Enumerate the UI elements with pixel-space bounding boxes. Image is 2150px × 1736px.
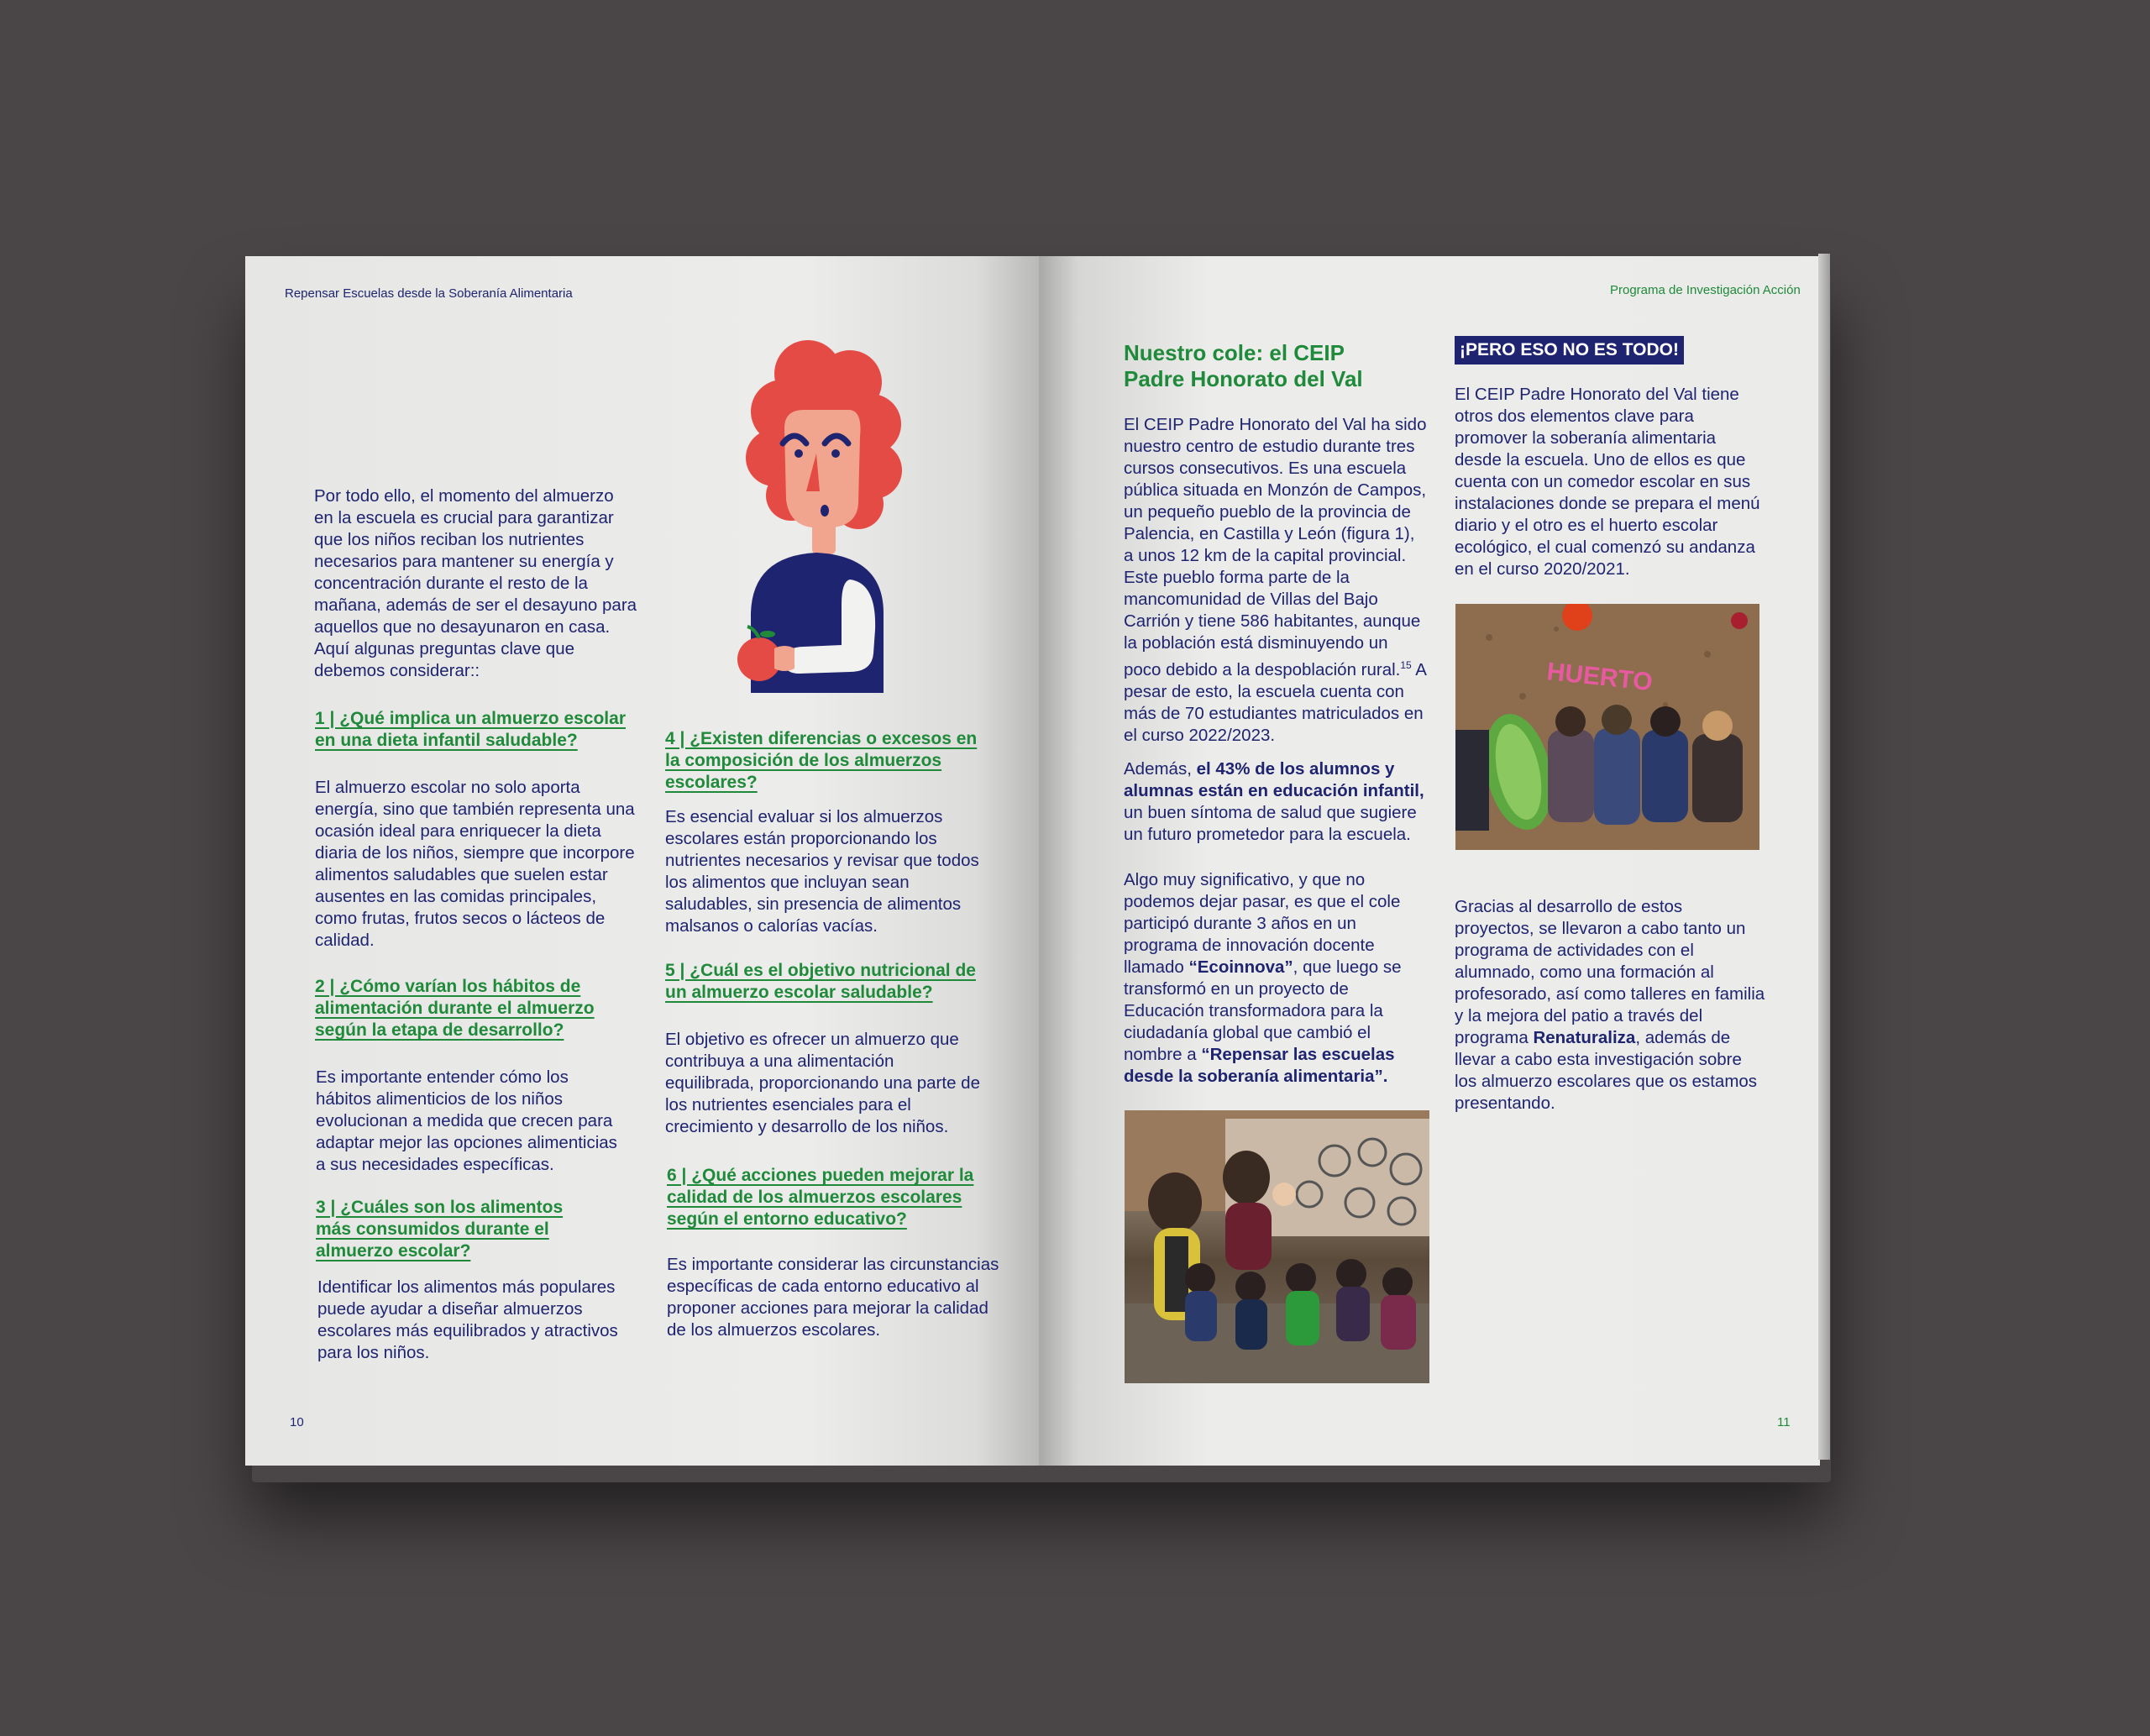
infant-percentage-paragraph [1124,758,1428,846]
answer-5: El objetivo es ofrecer un almuerzo que contribuya a una alimentación equilibrada, proporcionando una parte de los nutrientes esenciales para el crecimiento y desarrollo de los niños. [665,1030,980,1136]
intro-paragraph: Por todo ello, el momento del almuerzo en la escuela es crucial para garantizar que los niños reciban los nutrientes necesarios para mantener su energía y concentración durante el resto de la mañana, además de ser el desayuno para aquellos que no desayunaron en casa. Aquí algunas preguntas clave que debemos considerar:: [314,486,637,680]
section-heading [1124,340,1443,392]
photo-children-wall-drawing [1125,1110,1429,1383]
renaturaliza-name: Renaturaliza [1533,1028,1636,1047]
answer-2: Es importante entender cómo los hábitos alimenticios de los niños evolucionan a medida que crecen para adaptar mejor las opciones alimenticias a sus necesidades específicas. [316,1067,617,1174]
section-heading-line-1: Nuestro cole: el CEIP [1124,340,1345,365]
question-2-text: 2 | ¿Cómo varían los hábitos de alimentación durante el almuerzo según la etapa de desarrollo? [315,977,595,1040]
p3-start: Algo muy significativo, y que no podemos dejar pasar, es que el cole participó durante 3 años en un programa de innovación docente llamado [1124,870,1401,977]
right-page [1039,256,1820,1466]
photo-huerto-drawing [1455,604,1759,850]
p2-bold: el 43% de los alumnos y alumnas están en educación infantil, [1124,759,1424,800]
photo-huerto [1455,604,1759,850]
question-4 [665,728,980,794]
page-edge [1818,254,1830,1460]
question-5 [665,960,980,1004]
projects-paragraph [1455,896,1765,1115]
answer-3: Identificar los alimentos más populares puede ayudar a diseñar almuerzos escolares más equilibrados y atractivos para los niños. [317,1277,618,1362]
question-3-text: 3 | ¿Cuáles son los alimentos más consumidos durante el almuerzo escolar? [316,1198,564,1261]
highlight-tag-text: ¡PERO ESO NO ES TODO! [1455,336,1684,365]
running-header-right: Programa de Investigación Acción [1610,283,1801,297]
question-3 [316,1197,601,1262]
p3-mid: , que luego se transformó en un proyecto de Educación transformadora para la ciudadanía global que cambió el nombre a [1124,957,1402,1064]
section-heading-line-2: Padre Honorato del Val [1124,366,1363,391]
p2-start: Además, [1124,759,1197,779]
page-number-left: 10 [290,1415,304,1429]
answer-1: El almuerzo escolar no solo aporta energía, sino que también representa una ocasión ideal para enriquecer la dieta diaria de los niños, siempre que incorpore alimentos saludables que suelen estar ausentes en las comidas principales, como frutas, frutos secos o lácteos de calidad. [315,778,635,950]
photo-children-wall [1125,1110,1429,1383]
ecoinnova-name: “Ecoinnova” [1188,957,1293,977]
question-4-text: 4 | ¿Existen diferencias o excesos en la composición de los almuerzos escolares? [665,729,978,792]
school-description-continued: A pesar de esto, la escuela cuenta con más de 70 estudiantes matriculados en el curso 2022/2023. [1124,659,1426,745]
running-header-left: Repensar Escuelas desde la Soberanía Alimentaria [285,286,573,301]
question-1-text: 1 | ¿Qué implica un almuerzo escolar en una dieta infantil saludable? [315,709,626,750]
p2-end: un buen síntoma de salud que sugiere un futuro prometedor para la escuela. [1124,803,1417,844]
footnote-15: 15 [1400,659,1412,671]
school-description-text: El CEIP Padre Honorato del Val ha sido nuestro centro de estudio durante tres cursos consecutivos. Es una escuela pública situada en Monzón de Campos, un pequeño pueblo de la provincia de Palencia, en Castilla y León (figura 1), a unos 12 km de la capital provincial. Este pueblo forma parte de la mancomunidad de Villas del Bajo Carrión y tiene 586 habitantes, aunque la población está disminuyendo un poco debido a la despoblación rural. [1124,415,1427,679]
answer-4: Es esencial evaluar si los almuerzos escolares están proporcionando los nutrientes necesarios y revisar que todos los alimentos que incluyan sean saludables, sin presencia de alimentos malsanos o calorías vacías. [665,807,979,936]
p5-start: Gracias al desarrollo de estos proyectos, se llevaron a cabo tanto un programa de actividades con el alumnado, como una formación al profesorado, así como talleres en familia y la mejora del patio a través del programa [1455,897,1765,1047]
key-elements-paragraph: El CEIP Padre Honorato del Val tiene otros dos elementos clave para promover la soberanía alimentaria desde la escuela. Uno de ellos es que cuenta con un comedor escolar en sus instalaciones donde se prepara el menú diario y el otro es el huerto escolar ecológico, el cual comenzó su andanza en el curso 2020/2021. [1455,385,1760,579]
p5-end: , además de llevar a cabo esta investigación sobre los almuerzo escolares que os estamos presentando. [1455,1028,1758,1113]
ecoinnova-paragraph [1124,869,1428,1088]
page-number-right: 11 [1777,1415,1791,1429]
question-1 [315,708,647,752]
question-6-text: 6 | ¿Qué acciones pueden mejorar la calidad de los almuerzos escolares según el entorno educativo? [667,1166,974,1229]
girl-with-apple-illustration [724,336,913,693]
highlight-tag [1455,336,1684,365]
question-2 [315,976,609,1041]
left-page [245,256,1039,1466]
project-name: “Repensar las escuelas desde la soberanía alimentaria”. [1124,1045,1395,1086]
answer-6: Es importante considerar las circunstancias específicas de cada entorno educativo al proponer acciones para mejorar la calidad de los almuerzos escolares. [667,1255,999,1340]
question-5-text: 5 | ¿Cuál es el objetivo nutricional de un almuerzo escolar saludable? [665,961,976,1002]
school-description [1124,414,1428,747]
question-6 [667,1165,982,1230]
huerto-sign: HUERTO [1545,658,1654,697]
